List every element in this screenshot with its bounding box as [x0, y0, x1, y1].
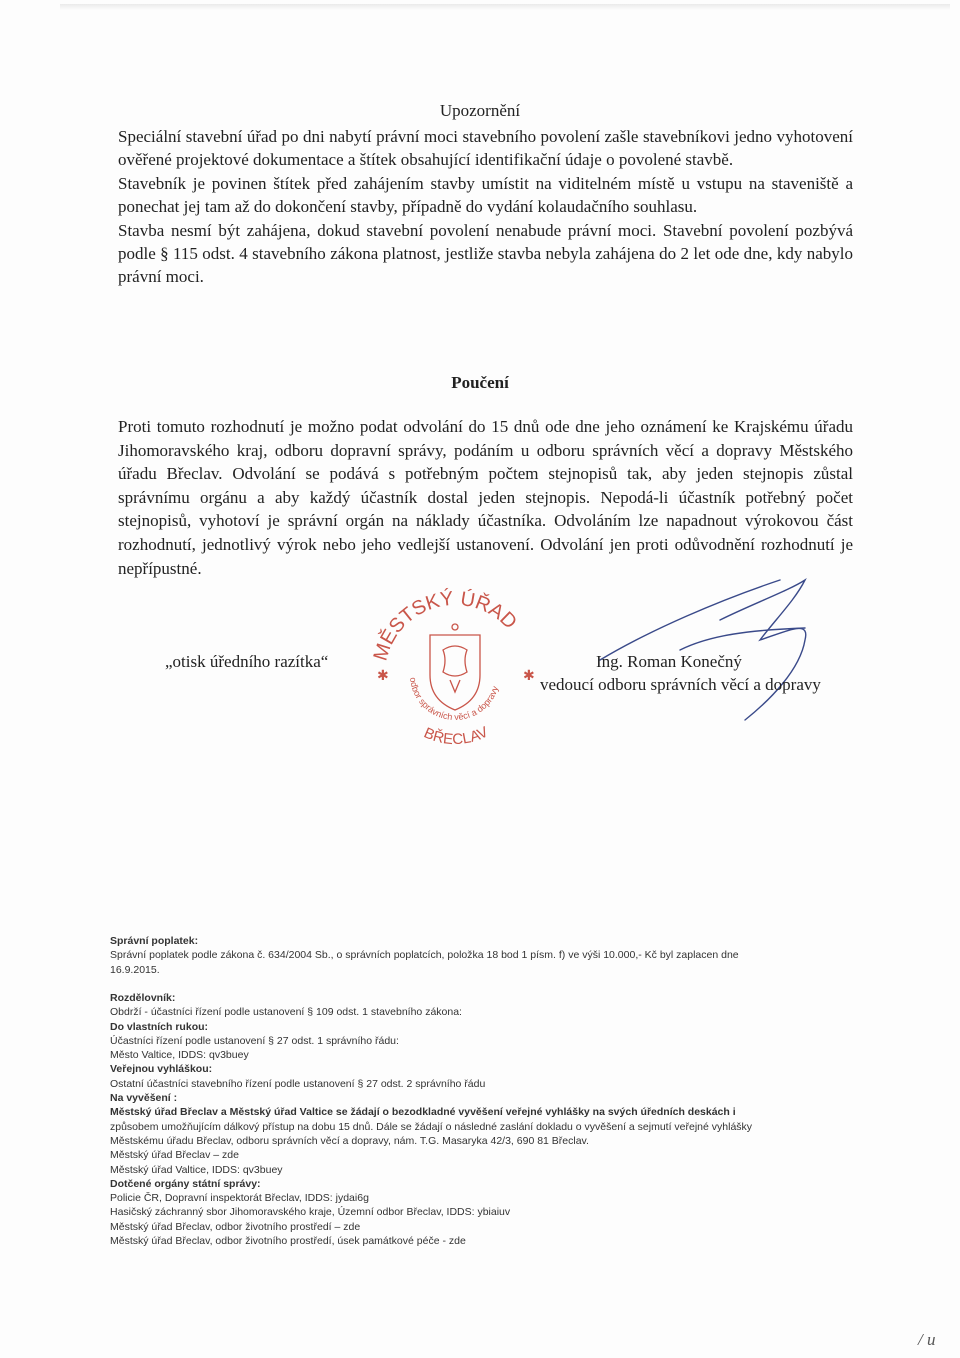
distribution-line: Účastníci řízení podle ustanovení § 27 odst. 1 správního řádu:	[110, 1034, 399, 1047]
distribution-list	[110, 1005, 850, 1248]
distribution-line: Obdrží - účastníci řízení podle ustanovení § 109 odst. 1 stavebního zákona:	[110, 1006, 462, 1019]
upozorneni-heading: Upozornění	[439, 101, 521, 120]
stamp-star-left: ✱	[377, 667, 389, 683]
fee-text: Správní poplatek podle zákona č. 634/2004 Sb., o správních poplatcích, položka 18 bod 1 písm. f) ve výši 10.000,- Kč byl zaplacen dne	[110, 949, 739, 962]
pouceni-heading: Poučení	[451, 373, 509, 392]
distribution-line: Ostatní účastníci stavebního řízení podle ustanovení § 27 odst. 2 správního řádu	[110, 1077, 486, 1090]
upozorneni-paragraph: Stavebník je povinen štítek před zahájením stavby umístit na viditelném místě u vstupu na staveniště a ponechat jej tam až do dokončení stavby, případně do vydání kolaudačního souhlasu.	[118, 173, 853, 217]
distribution-line: Do vlastních rukou:	[110, 1020, 209, 1033]
upozorneni-paragraph: Stavba nesmí být zahájena, dokud stavební povolení nenabude právní moci. Stavební povolení pozbývá podle § 115 odst. 4 stavebního zákona platnost, jestliže stavba nebyla zahájena do 2 let ode dne, kdy nabylo právní moci.	[118, 220, 853, 287]
distribution-line: Na vyvěšení :	[110, 1092, 178, 1105]
signer-name: Ing. Roman Konečný	[596, 652, 742, 671]
distribution-line: Hasičský záchranný sbor Jihomoravského kraje, Územní odbor Břeclav, IDDS: ybiaiuv	[110, 1206, 511, 1219]
distribution-line: Policie ČR, Dopravní inspektorát Břeclav, IDDS: jydai6g	[110, 1192, 369, 1205]
stamp-text-bottom: BŘECLAV	[421, 723, 491, 749]
distribution-line: Městský úřad Břeclav, odbor životního prostředí, úsek památkové péče - zde	[110, 1235, 466, 1248]
official-stamp	[355, 580, 555, 760]
page-number: / u	[918, 1330, 936, 1349]
distribution-line: Městský úřad Břeclav – zde	[110, 1149, 239, 1162]
pouceni-body	[118, 415, 853, 580]
pouceni-paragraph: Proti tomuto rozhodnutí je možno podat odvolání do 15 dnů ode dne jeho oznámení ke Krajskému úřadu Jihomoravského kraj, odboru dopravní správy, podáním u odboru správních věcí a dopravy Městského úřadu Břeclav. Odvolání se podává s potřebným počtem stejnopisů tak, aby jeden stejnopis zůstal správnímu orgánu a aby každý účastník dostal jeden stejnopis. Nepodá-li účastník potřebný počet stejnopisů, vyhotoví je správní orgán na náklady účastníka. Odvoláním lze napadnout výrokovou část rozhodnutí, jednotlivý výrok nebo jeho vedlejší ustanovení. Odvolání jen proti odůvodnění rozhodnutí je nepřípustné.	[118, 417, 853, 578]
coat-of-arms-icon	[430, 624, 480, 710]
fee-section	[110, 934, 850, 977]
scan-edge	[60, 4, 950, 10]
distribution-line: Dotčené orgány státní správy:	[110, 1177, 261, 1190]
fee-heading: Správní poplatek:	[110, 935, 199, 947]
fee-text: 16.9.2015.	[110, 963, 160, 976]
handwritten-signature	[560, 560, 860, 730]
distribution-line: Veřejnou vyhláškou:	[110, 1063, 213, 1076]
distribution-line: Městský úřad Valtice, IDDS: qv3buey	[110, 1163, 283, 1176]
stamp-text-inner: odbor správních věcí a dopravy	[408, 676, 501, 723]
distribution-line: Městský úřad Břeclav, odbor životního prostředí – zde	[110, 1220, 361, 1233]
stamp-star-right: ✱	[523, 667, 535, 683]
upozorneni-body	[118, 125, 853, 289]
signer-role: vedoucí odboru správních věcí a dopravy	[540, 675, 821, 694]
upozorneni-paragraph: Speciální stavební úřad po dni nabytí právní moci stavebního povolení zašle stavebníkovi jedno vyhotovení ověřené projektové dokumentace a štítek obsahující identifikační údaje o povolené stavbě.	[118, 127, 853, 170]
stamp-text-top: MĚSTSKÝ ÚŘAD	[369, 587, 521, 664]
distribution-section	[110, 991, 850, 1248]
distribution-line: Město Valtice, IDDS: qv3buey	[110, 1049, 249, 1062]
stamp-caption: „otisk úředního razítka“	[165, 652, 329, 671]
distribution-line: Městskému úřadu Břeclav, odboru správních věcí a dopravy, nám. T.G. Masaryka 42/3, 690 81 Břeclav.	[110, 1134, 589, 1147]
distribution-line: Městský úřad Břeclav a Městský úřad Valtice se žádají o bezodkladné vyvěšení veřejné vyhlášky na svých úředních deskách i	[110, 1106, 736, 1119]
distribution-line: způsobem umožňujícím dálkový přístup na dobu 15 dnů. Dále se žádají o následné zaslání dokladu o vyvěšení a sejmutí veřejné vyhlášky	[110, 1120, 753, 1133]
distribution-heading: Rozdělovník:	[110, 992, 176, 1004]
